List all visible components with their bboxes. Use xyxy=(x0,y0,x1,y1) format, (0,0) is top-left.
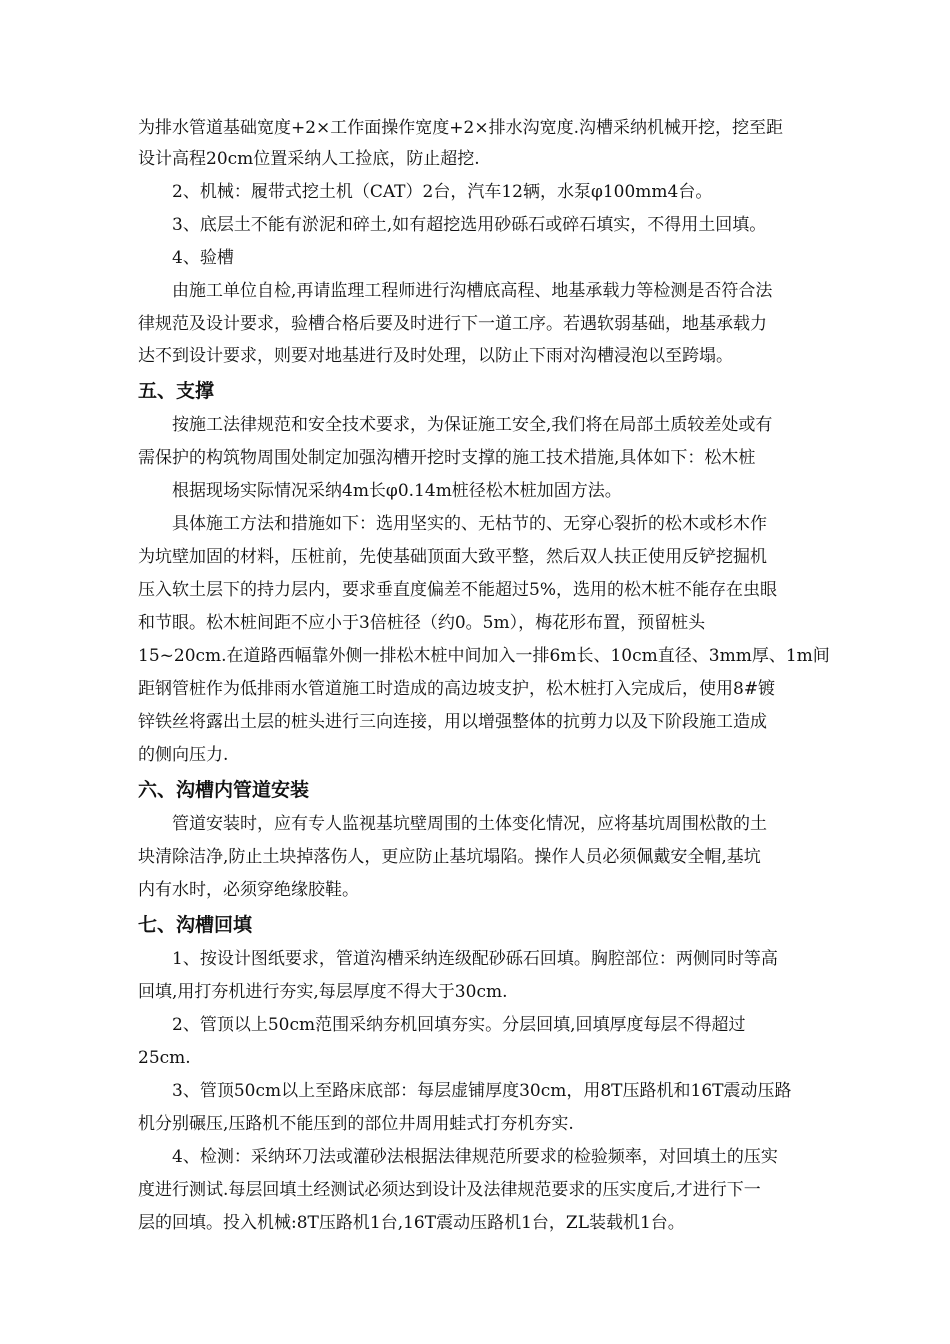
text-line: 具体施工方法和措施如下：选用坚实的、无枯节的、无穿心裂折的松木或杉木作 xyxy=(172,514,767,534)
text-line: 内有水时，必须穿绝缘胶鞋。 xyxy=(138,880,359,900)
list-item: 1、按设计图纸要求，管道沟槽采纳连级配砂砾石回填。胸腔部位：两侧同时等高 xyxy=(172,949,778,969)
list-item: 4、检测：采纳环刀法或灌砂法根据法律规范所要求的检验频率，对回填土的压实 xyxy=(172,1147,778,1167)
list-item: 4、验槽 xyxy=(172,248,234,268)
text-line: 和节眼。松木桩间距不应小于3倍桩径（约0。5m），梅花形布置，预留桩头 xyxy=(138,613,706,633)
list-item: 3、底层土不能有淤泥和碎土,如有超挖选用砂砾石或碎石填实，不得用土回填。 xyxy=(172,215,767,235)
text-line: 需保护的构筑物周围处制定加强沟槽开挖时支撑的施工技术措施,具体如下：松木桩 xyxy=(138,448,756,468)
section-heading: 五、支撑 xyxy=(138,380,215,402)
text-line: 层的回填。投入机械:8T压路机1台,16T震动压路机1台，ZL装载机1台。 xyxy=(138,1213,685,1233)
section-heading: 七、沟槽回填 xyxy=(138,914,253,936)
text-line: 由施工单位自检,再请监理工程师进行沟槽底高程、地基承载力等检测是否符合法 xyxy=(172,281,773,301)
list-item: 2、机械：履带式挖土机（CAT）2台，汽车12辆，水泵φ100mm4台。 xyxy=(172,182,713,202)
text-line: 为排水管道基础宽度+2×工作面操作宽度+2×排水沟宽度.沟槽采纳机械开挖，挖至距 xyxy=(138,118,784,138)
text-line: 根据现场实际情况采纳4m长φ0.14m桩径松木桩加固方法。 xyxy=(172,481,622,501)
text-line: 25cm. xyxy=(138,1048,191,1068)
text-line: 度进行测试.每层回填土经测试必须达到设计及法律规范要求的压实度后,才进行下一 xyxy=(138,1180,761,1200)
section-heading: 六、沟槽内管道安装 xyxy=(138,779,310,801)
text-line: 为坑壁加固的材料，压桩前，先使基础顶面大致平整，然后双人扶正使用反铲挖掘机 xyxy=(138,547,767,567)
text-line: 的侧向压力. xyxy=(138,745,229,765)
text-line: 压入软土层下的持力层内，要求垂直度偏差不能超过5%，选用的松木桩不能存在虫眼 xyxy=(138,580,777,600)
text-line: 锌铁丝将露出土层的桩头进行三向连接，用以增强整体的抗剪力以及下阶段施工造成 xyxy=(138,712,767,732)
text-line: 距钢管桩作为低排雨水管道施工时造成的高边坡支护，松木桩打入完成后，使用8#镀 xyxy=(138,679,776,699)
text-line: 15~20cm.在道路西幅靠外侧一排松木桩中间加入一排6m长、10cm直径、3mm厚、1m间 xyxy=(138,646,830,666)
list-item: 2、管顶以上50cm范围采纳夯机回填夯实。分层回填,回填厚度每层不得超过 xyxy=(172,1015,746,1035)
list-item: 3、管顶50cm以上至路床底部：每层虚铺厚度30cm，用8T压路机和16T震动压路 xyxy=(172,1081,792,1101)
text-line: 块清除洁净,防止土块掉落伤人，更应防止基坑塌陷。操作人员必须佩戴安全帽,基坑 xyxy=(138,847,761,867)
text-line: 律规范及设计要求，验槽合格后要及时进行下一道工序。若遇软弱基础，地基承载力 xyxy=(138,314,767,334)
text-line: 设计高程20cm位置采纳人工捡底，防止超挖. xyxy=(138,149,480,169)
text-line: 管道安装时，应有专人监视基坑壁周围的土体变化情况，应将基坑周围松散的土 xyxy=(172,814,767,834)
text-line: 回填,用打夯机进行夯实,每层厚度不得大于30cm. xyxy=(138,982,508,1002)
text-line: 按施工法律规范和安全技术要求，为保证施工安全,我们将在局部土质较差处或有 xyxy=(172,415,773,435)
text-line: 达不到设计要求，则要对地基进行及时处理，以防止下雨对沟槽浸泡以至跨塌。 xyxy=(138,346,733,366)
text-line: 机分别碾压,压路机不能压到的部位井周用蛙式打夯机夯实. xyxy=(138,1114,574,1134)
